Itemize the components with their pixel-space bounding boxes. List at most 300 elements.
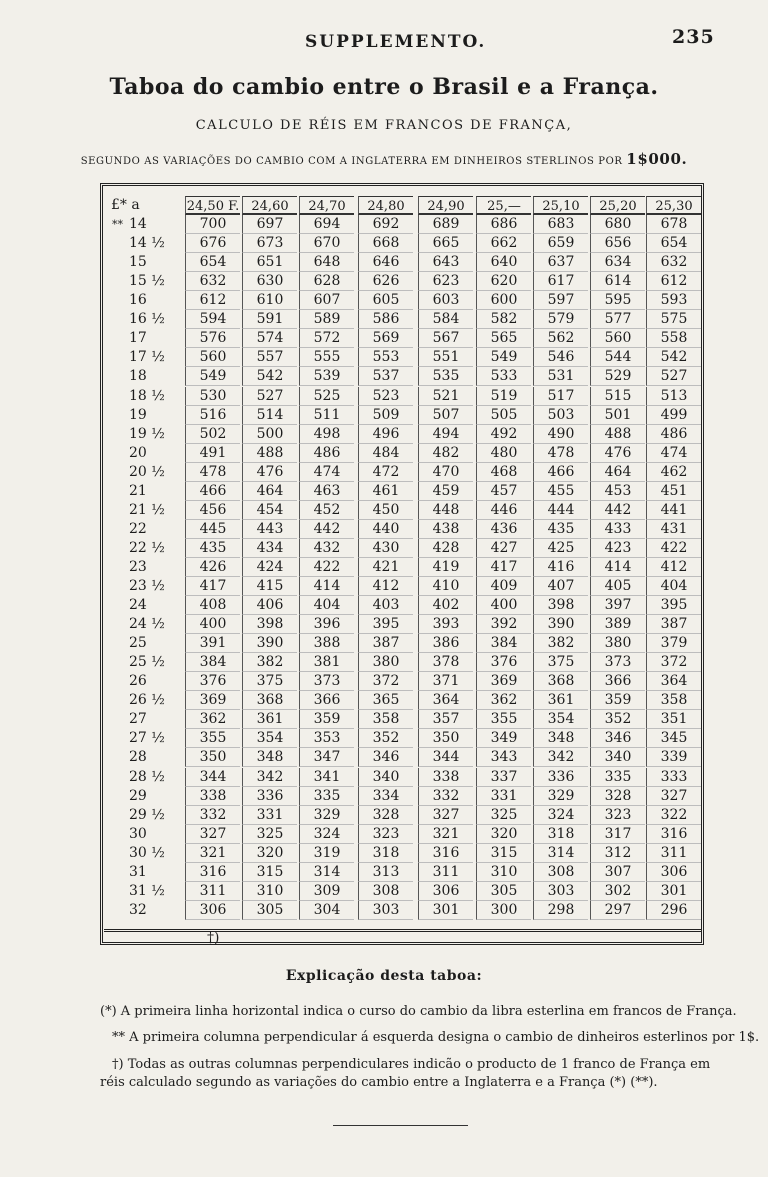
table-cell: 355: [476, 710, 531, 729]
table-cell: 480: [476, 444, 531, 463]
table-cell: 350: [418, 729, 473, 748]
subline-amount: 1$000.: [626, 150, 688, 168]
table-cell: 369: [476, 672, 531, 691]
table-row: [0, 234, 768, 253]
table-cell: 398: [242, 615, 297, 634]
table-cell: 516: [185, 406, 240, 425]
table-cell: 419: [418, 558, 473, 577]
table-cell: 490: [533, 425, 588, 444]
table-cell: 634: [590, 253, 645, 272]
column-header: 24,60: [242, 196, 297, 215]
table-cell: 694: [299, 215, 354, 234]
table-row: [0, 748, 768, 767]
table-cell: 562: [533, 329, 588, 348]
table-cell: 560: [185, 348, 240, 367]
table-cell: 433: [590, 520, 645, 539]
table-cell: 503: [533, 406, 588, 425]
table-cell: 612: [185, 291, 240, 310]
row-label-text: 31 ½: [129, 882, 165, 899]
table-cell: 305: [242, 901, 297, 920]
table-row: [0, 806, 768, 825]
table-cell: 314: [299, 863, 354, 882]
table-cell: 689: [418, 215, 473, 234]
table-row: [0, 768, 768, 787]
table-cell: 306: [185, 901, 240, 920]
table-cell: 509: [358, 406, 413, 425]
table-cell: 366: [299, 691, 354, 710]
table-cell: 549: [185, 367, 240, 386]
table-cell: 351: [646, 710, 701, 729]
row-label-text: 15: [129, 254, 147, 271]
table-row: [0, 558, 768, 577]
table-cell: 365: [358, 691, 413, 710]
table-cell: 328: [358, 806, 413, 825]
table-cell: 323: [358, 825, 413, 844]
table-cell: 575: [646, 310, 701, 329]
table-cell: 344: [418, 748, 473, 767]
table-cell: 388: [299, 634, 354, 653]
table-row: [0, 539, 768, 558]
table-cell: 654: [185, 253, 240, 272]
table-cell: 400: [476, 596, 531, 615]
table-cell: 472: [358, 463, 413, 482]
table-cell: 348: [533, 729, 588, 748]
table-cell: 308: [358, 882, 413, 901]
table-cell: 551: [418, 348, 473, 367]
table-cell: 442: [590, 501, 645, 520]
table-cell: 488: [242, 444, 297, 463]
table-cell: 316: [646, 825, 701, 844]
table-cell: 643: [418, 253, 473, 272]
table-row: [0, 577, 768, 596]
table-cell: 415: [242, 577, 297, 596]
table-cell: 511: [299, 406, 354, 425]
table-cell: 603: [418, 291, 473, 310]
table-cell: 307: [590, 863, 645, 882]
table-cell: 525: [299, 387, 354, 406]
page-number: 235: [672, 26, 715, 48]
row-label-text: 25: [129, 635, 147, 652]
explanation-note-4: réis calculado segundo as variações do cambio entre a Inglaterra e a França (*) (**).: [100, 1075, 658, 1090]
table-cell: 336: [242, 787, 297, 806]
table-cell: 389: [590, 615, 645, 634]
explanation-note-3: †) Todas as outras columnas perpendiculares indicão o producto de 1 franco de França em: [112, 1057, 711, 1072]
table-cell: 362: [476, 691, 531, 710]
table-cell: 558: [646, 329, 701, 348]
table-row: [0, 691, 768, 710]
table-cell: 414: [590, 558, 645, 577]
row-label-text: 14: [129, 216, 147, 233]
table-cell: 544: [590, 348, 645, 367]
column-header: 25,20: [590, 196, 645, 215]
table-cell: 595: [590, 291, 645, 310]
table-cell: 514: [242, 406, 297, 425]
table-cell: 673: [242, 234, 297, 253]
table-cell: 417: [185, 577, 240, 596]
row-label-text: 32: [129, 901, 147, 918]
table-cell: 345: [646, 729, 701, 748]
table-cell: 322: [646, 806, 701, 825]
table-cell: 408: [185, 596, 240, 615]
table-cell: 342: [533, 748, 588, 767]
table-cell: 316: [185, 863, 240, 882]
row-label-text: 22 ½: [129, 539, 165, 556]
table-cell: 302: [590, 882, 645, 901]
table-cell: 501: [590, 406, 645, 425]
table-row: [0, 901, 768, 920]
row-label-text: 15 ½: [129, 273, 165, 290]
table-cell: 368: [242, 691, 297, 710]
table-cell: 414: [299, 577, 354, 596]
table-cell: 350: [185, 748, 240, 767]
table-cell: 537: [358, 367, 413, 386]
table-cell: 498: [299, 425, 354, 444]
table-cell: 482: [418, 444, 473, 463]
table-cell: 331: [476, 787, 531, 806]
explanation-note-2: ** A primeira columna perpendicular á esquerda designa o cambio de dinheiros esterlinos por 1$.: [112, 1030, 760, 1045]
table-cell: 435: [533, 520, 588, 539]
table-cell: 303: [533, 882, 588, 901]
table-cell: 470: [418, 463, 473, 482]
table-cell: 422: [299, 558, 354, 577]
table-row: [0, 329, 768, 348]
table-cell: 301: [418, 901, 473, 920]
table-header-row: [0, 196, 768, 215]
table-cell: 459: [418, 482, 473, 501]
table-cell: 423: [590, 539, 645, 558]
table-subline: [0, 150, 768, 168]
table-cell: 319: [299, 844, 354, 863]
table-cell: 612: [646, 272, 701, 291]
table-cell: 683: [533, 215, 588, 234]
table-cell: 396: [299, 615, 354, 634]
table-cell: 686: [476, 215, 531, 234]
end-rule: [333, 1125, 468, 1126]
table-cell: 513: [646, 387, 701, 406]
table-cell: 311: [418, 863, 473, 882]
table-cell: 637: [533, 253, 588, 272]
table-cell: 301: [646, 882, 701, 901]
table-cell: 443: [242, 520, 297, 539]
table-cell: 376: [476, 653, 531, 672]
table-cell: 305: [476, 882, 531, 901]
table-cell: 579: [533, 310, 588, 329]
row-label-text: 28 ½: [129, 768, 165, 785]
table-cell: 425: [533, 539, 588, 558]
table-cell: 549: [476, 348, 531, 367]
table-row: [0, 215, 768, 234]
table-cell: 359: [590, 691, 645, 710]
table-cell: 436: [476, 520, 531, 539]
table-cell: 676: [185, 234, 240, 253]
table-row: [0, 444, 768, 463]
table-cell: 315: [476, 844, 531, 863]
table-cell: 492: [476, 425, 531, 444]
table-cell: 478: [533, 444, 588, 463]
table-cell: 577: [590, 310, 645, 329]
row-label-text: 30 ½: [129, 844, 165, 861]
table-cell: 343: [476, 748, 531, 767]
table-cell: 378: [418, 653, 473, 672]
table-cell: 297: [590, 901, 645, 920]
table-cell: 628: [299, 272, 354, 291]
table-cell: 324: [533, 806, 588, 825]
table-cell: 320: [242, 844, 297, 863]
table-cell: 515: [590, 387, 645, 406]
table-cell: 584: [418, 310, 473, 329]
table-cell: 517: [533, 387, 588, 406]
table-cell: 662: [476, 234, 531, 253]
table-cell: 327: [418, 806, 473, 825]
table-cell: 375: [242, 672, 297, 691]
table-row: [0, 367, 768, 386]
table-row: [0, 406, 768, 425]
table-cell: 373: [590, 653, 645, 672]
table-cell: 318: [358, 844, 413, 863]
table-cell: 486: [646, 425, 701, 444]
table-cell: 610: [242, 291, 297, 310]
table-cell: 426: [185, 558, 240, 577]
table-cell: 422: [646, 539, 701, 558]
table-cell: 484: [358, 444, 413, 463]
table-cell: 553: [358, 348, 413, 367]
table-cell: 416: [533, 558, 588, 577]
table-cell: 427: [476, 539, 531, 558]
table-cell: 404: [646, 577, 701, 596]
table-cell: 488: [590, 425, 645, 444]
table-cell: 654: [646, 234, 701, 253]
table-cell: 341: [299, 768, 354, 787]
table-row: [0, 425, 768, 444]
table-cell: 338: [185, 787, 240, 806]
table-cell: 352: [590, 710, 645, 729]
table-cell: 697: [242, 215, 297, 234]
row-label-text: 19: [129, 406, 147, 423]
table-cell: 376: [185, 672, 240, 691]
table-cell: 300: [476, 901, 531, 920]
table-cell: 665: [418, 234, 473, 253]
row-label-text: 23: [129, 558, 147, 575]
table-cell: 311: [185, 882, 240, 901]
table-cell: 457: [476, 482, 531, 501]
table-cell: 546: [533, 348, 588, 367]
table-cell: 670: [299, 234, 354, 253]
table-cell: 531: [533, 367, 588, 386]
table-cell: 325: [476, 806, 531, 825]
table-cell: 410: [418, 577, 473, 596]
table-cell: 412: [646, 558, 701, 577]
table-cell: 359: [299, 710, 354, 729]
table-cell: 623: [418, 272, 473, 291]
table-cell: 680: [590, 215, 645, 234]
table-cell: 332: [185, 806, 240, 825]
table-cell: 539: [299, 367, 354, 386]
table-cell: 354: [242, 729, 297, 748]
row-label-text: 31: [129, 863, 147, 880]
table-cell: 348: [242, 748, 297, 767]
table-cell: 424: [242, 558, 297, 577]
row-label-text: 21: [129, 482, 147, 499]
table-cell: 390: [533, 615, 588, 634]
table-cell: 353: [299, 729, 354, 748]
table-cell: 321: [418, 825, 473, 844]
table-cell: 646: [358, 253, 413, 272]
table-cell: 451: [646, 482, 701, 501]
table-cell: 651: [242, 253, 297, 272]
table-cell: 527: [242, 387, 297, 406]
table-cell: 656: [590, 234, 645, 253]
table-cell: 454: [242, 501, 297, 520]
table-cell: 466: [533, 463, 588, 482]
table-row: [0, 520, 768, 539]
table-cell: 448: [418, 501, 473, 520]
table-cell: 386: [418, 634, 473, 653]
table-cell: 572: [299, 329, 354, 348]
table-cell: 412: [358, 577, 413, 596]
page-title: Taboa do cambio entre o Brasil e a França.: [109, 74, 659, 100]
table-cell: 364: [418, 691, 473, 710]
section-header: SUPPLEMENTO.: [305, 32, 487, 52]
table-cell: 397: [590, 596, 645, 615]
table-cell: 387: [358, 634, 413, 653]
table-cell: 310: [476, 863, 531, 882]
table-cell: 347: [299, 748, 354, 767]
table-cell: 354: [533, 710, 588, 729]
table-cell: 304: [299, 901, 354, 920]
table-cell: 346: [358, 748, 413, 767]
table-cell: 387: [646, 615, 701, 634]
row-label-text: 26: [129, 673, 147, 690]
table-row: [0, 387, 768, 406]
table-cell: 474: [646, 444, 701, 463]
table-cell: 364: [646, 672, 701, 691]
table-cell: 321: [185, 844, 240, 863]
table-cell: 478: [185, 463, 240, 482]
table-cell: 557: [242, 348, 297, 367]
table-row: [0, 615, 768, 634]
table-cell: 296: [646, 901, 701, 920]
table-cell: 446: [476, 501, 531, 520]
table-cell: 567: [418, 329, 473, 348]
table-cell: 442: [299, 520, 354, 539]
table-cell: 316: [418, 844, 473, 863]
table-cell: 594: [185, 310, 240, 329]
table-cell: 455: [533, 482, 588, 501]
column-header: 25,—: [476, 196, 531, 215]
row-label-text: 19 ½: [129, 425, 165, 442]
row-label-text: 30: [129, 825, 147, 842]
row-label-text: 29: [129, 787, 147, 804]
table-cell: 434: [242, 539, 297, 558]
table-cell: 335: [299, 787, 354, 806]
table-cell: 476: [242, 463, 297, 482]
column-header: 24,70: [299, 196, 354, 215]
table-cell: 535: [418, 367, 473, 386]
table-cell: 432: [299, 539, 354, 558]
table-cell: 589: [299, 310, 354, 329]
table-cell: 428: [418, 539, 473, 558]
row-label-text: 20: [129, 444, 147, 461]
table-cell: 315: [242, 863, 297, 882]
table-cell: 358: [646, 691, 701, 710]
table-cell: 393: [418, 615, 473, 634]
table-cell: 582: [476, 310, 531, 329]
table-cell: 435: [185, 539, 240, 558]
table-cell: 640: [476, 253, 531, 272]
table-cell: 355: [185, 729, 240, 748]
table-cell: 464: [242, 482, 297, 501]
table-cell: 521: [418, 387, 473, 406]
explanation-note-1: (*) A primeira linha horizontal indica o curso do cambio da libra esterlina em francos de França.: [100, 1004, 737, 1019]
table-cell: 328: [590, 787, 645, 806]
table-cell: 306: [418, 882, 473, 901]
table-cell: 565: [476, 329, 531, 348]
table-cell: 453: [590, 482, 645, 501]
explanation-title: Explicação desta taboa:: [285, 968, 483, 984]
table-row: [0, 501, 768, 520]
table-cell: 574: [242, 329, 297, 348]
table-row: [0, 348, 768, 367]
table-cell: 421: [358, 558, 413, 577]
table-cell: 336: [533, 768, 588, 787]
row-label-text: 24 ½: [129, 616, 165, 633]
table-cell: 324: [299, 825, 354, 844]
table-cell: 500: [242, 425, 297, 444]
table-cell: 362: [185, 710, 240, 729]
table-cell: 496: [358, 425, 413, 444]
table-cell: 381: [299, 653, 354, 672]
table-cell: 430: [358, 539, 413, 558]
table-cell: 605: [358, 291, 413, 310]
table-row: [0, 863, 768, 882]
row-label-text: 27 ½: [129, 730, 165, 747]
table-cell: 445: [185, 520, 240, 539]
table-cell: 327: [646, 787, 701, 806]
table-cell: 597: [533, 291, 588, 310]
table-cell: 632: [185, 272, 240, 291]
table-cell: 441: [646, 501, 701, 520]
table-cell: 440: [358, 520, 413, 539]
table-row: [0, 653, 768, 672]
table-row: [0, 672, 768, 691]
table-cell: 303: [358, 901, 413, 920]
table-row: [0, 729, 768, 748]
table-cell: 632: [646, 253, 701, 272]
table-cell: 555: [299, 348, 354, 367]
table-cell: 494: [418, 425, 473, 444]
table-row: [0, 272, 768, 291]
row-label-text: 27: [129, 711, 147, 728]
row-label-text: 26 ½: [129, 692, 165, 709]
table-cell: 486: [299, 444, 354, 463]
table-cell: 371: [418, 672, 473, 691]
table-cell: 358: [358, 710, 413, 729]
row-label-text: 18 ½: [129, 387, 165, 404]
table-row: [0, 463, 768, 482]
table-cell: 325: [242, 825, 297, 844]
table-cell: 317: [590, 825, 645, 844]
table-cell: 349: [476, 729, 531, 748]
table-cell: 438: [418, 520, 473, 539]
table-cell: 626: [358, 272, 413, 291]
table-cell: 361: [242, 710, 297, 729]
table-cell: 505: [476, 406, 531, 425]
table-cell: 476: [590, 444, 645, 463]
table-cell: 659: [533, 234, 588, 253]
table-cell: 542: [242, 367, 297, 386]
table-cell: 417: [476, 558, 531, 577]
table-cell: 491: [185, 444, 240, 463]
